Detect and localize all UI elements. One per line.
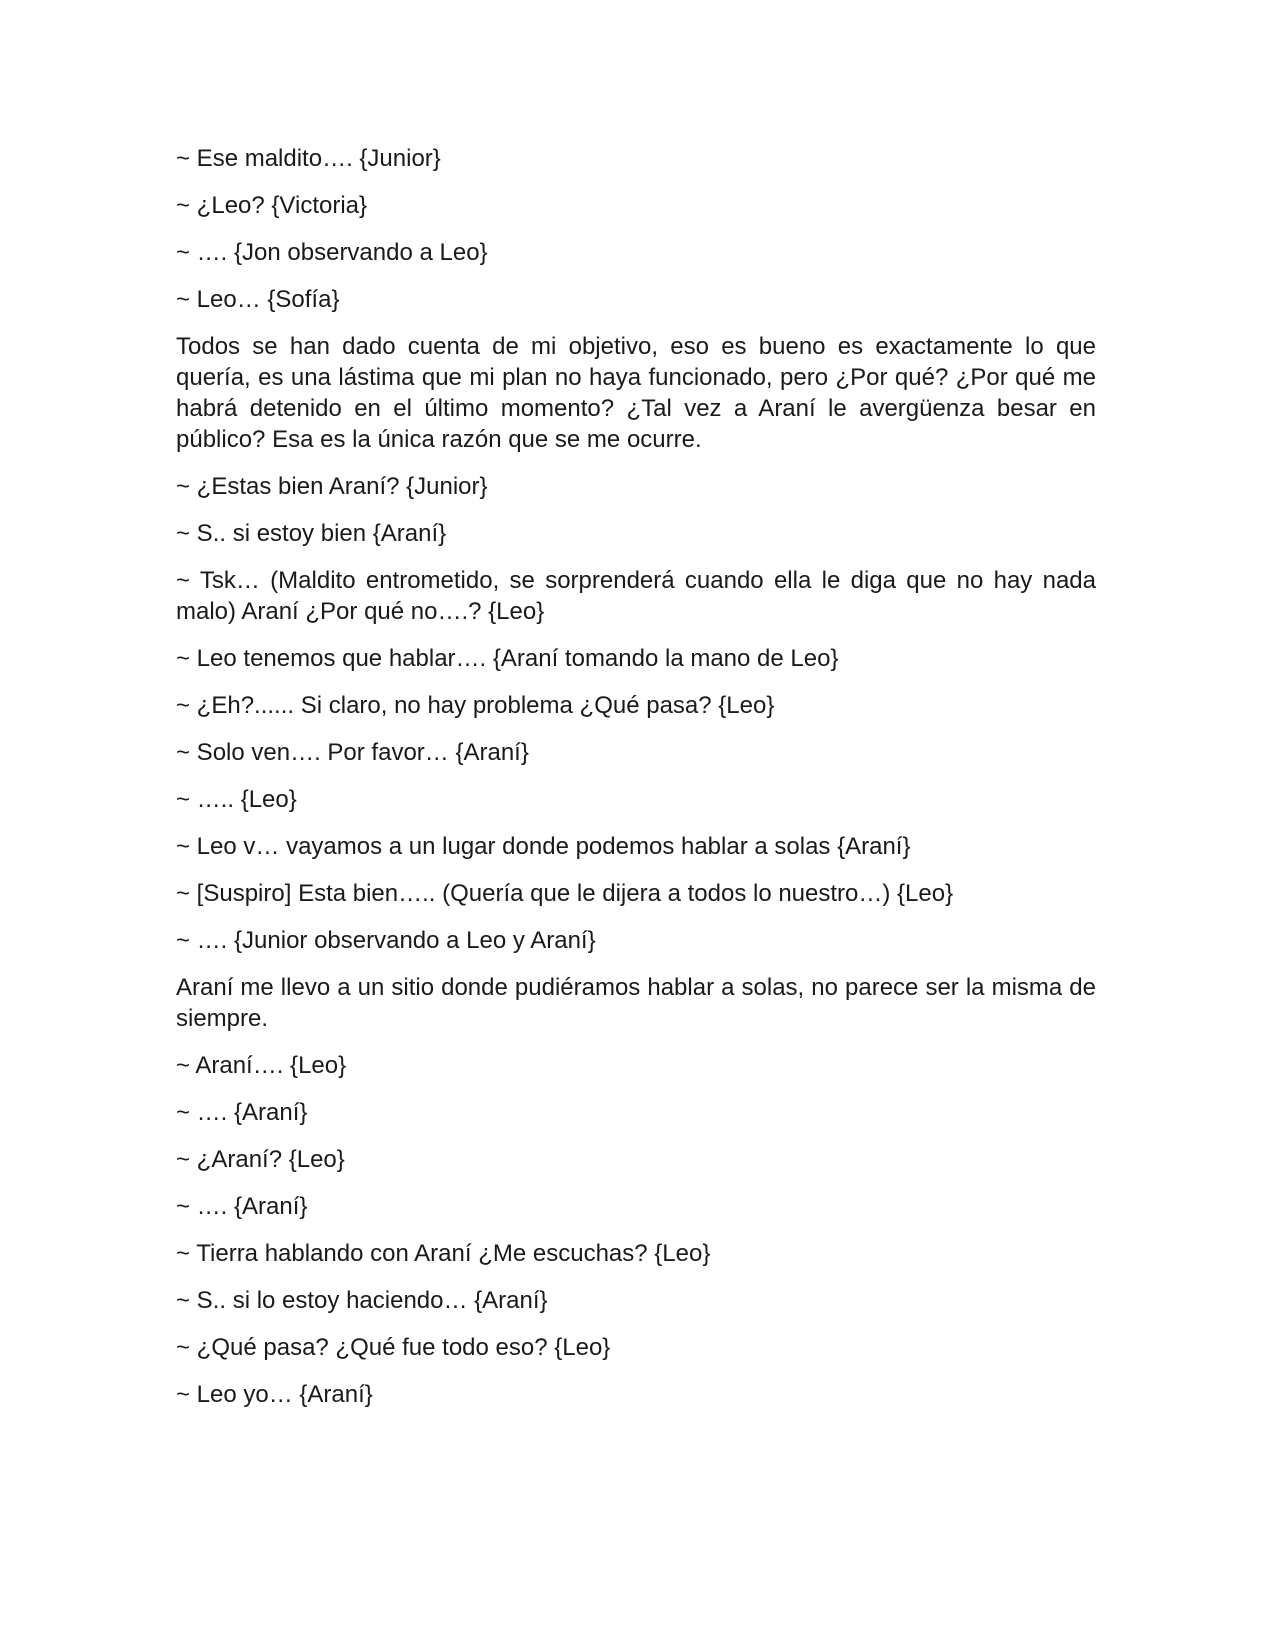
dialogue-line: ~ Araní…. {Leo} bbox=[176, 1052, 347, 1079]
narration-paragraph: Todos se han dado cuenta de mi objetivo, eso es bueno es exactamente lo que quería, es una lástima que mi plan no haya funcionado, pero ¿Por qué? ¿Por qué me habrá detenido en el último momento? ¿Tal vez a Araní le avergüenza besar en público? Esa es la única razón que se me ocurre. bbox=[176, 333, 1096, 453]
dialogue-paragraph: ~ Tsk… (Maldito entrometido, se sorprenderá cuando ella le diga que no hay nada malo) Araní ¿Por qué no….? {Leo} bbox=[176, 567, 1096, 625]
dialogue-line: ~ Ese maldito…. {Junior} bbox=[176, 145, 441, 172]
dialogue-line: ~ S.. si estoy bien {Araní} bbox=[176, 520, 447, 547]
document-body bbox=[176, 143, 1096, 1426]
dialogue-line: ~ ¿Leo? {Victoria} bbox=[176, 192, 368, 219]
dialogue-line: ~ ¿Eh?...... Si claro, no hay problema ¿Qué pasa? {Leo} bbox=[176, 692, 775, 719]
dialogue-line: ~ …. {Araní} bbox=[176, 1193, 308, 1220]
dialogue-line: ~ …. {Araní} bbox=[176, 1099, 308, 1126]
dialogue-line: ~ Solo ven…. Por favor… {Araní} bbox=[176, 739, 529, 766]
dialogue-line: ~ S.. si lo estoy haciendo… {Araní} bbox=[176, 1287, 548, 1314]
dialogue-line: ~ …. {Jon observando a Leo} bbox=[176, 239, 488, 266]
dialogue-line: ~ Leo v… vayamos a un lugar donde podemos hablar a solas {Araní} bbox=[176, 833, 911, 860]
dialogue-line: ~ ….. {Leo} bbox=[176, 786, 297, 813]
dialogue-line: ~ …. {Junior observando a Leo y Araní} bbox=[176, 927, 596, 954]
dialogue-line: ~ ¿Qué pasa? ¿Qué fue todo eso? {Leo} bbox=[176, 1334, 611, 1361]
dialogue-line: ~ Leo tenemos que hablar…. {Araní tomando la mano de Leo} bbox=[176, 645, 839, 672]
dialogue-line: ~ ¿Estas bien Araní? {Junior} bbox=[176, 473, 488, 500]
dialogue-line: ~ Tierra hablando con Araní ¿Me escuchas? {Leo} bbox=[176, 1240, 711, 1267]
dialogue-line: ~ ¿Araní? {Leo} bbox=[176, 1146, 345, 1173]
dialogue-line: ~ Leo yo… {Araní} bbox=[176, 1381, 373, 1408]
dialogue-line: ~ [Suspiro] Esta bien….. (Quería que le dijera a todos lo nuestro…) {Leo} bbox=[176, 880, 954, 907]
dialogue-line: ~ Leo… {Sofía} bbox=[176, 286, 340, 313]
narration-paragraph: Araní me llevo a un sitio donde pudiéramos hablar a solas, no parece ser la misma de siempre. bbox=[176, 974, 1096, 1032]
